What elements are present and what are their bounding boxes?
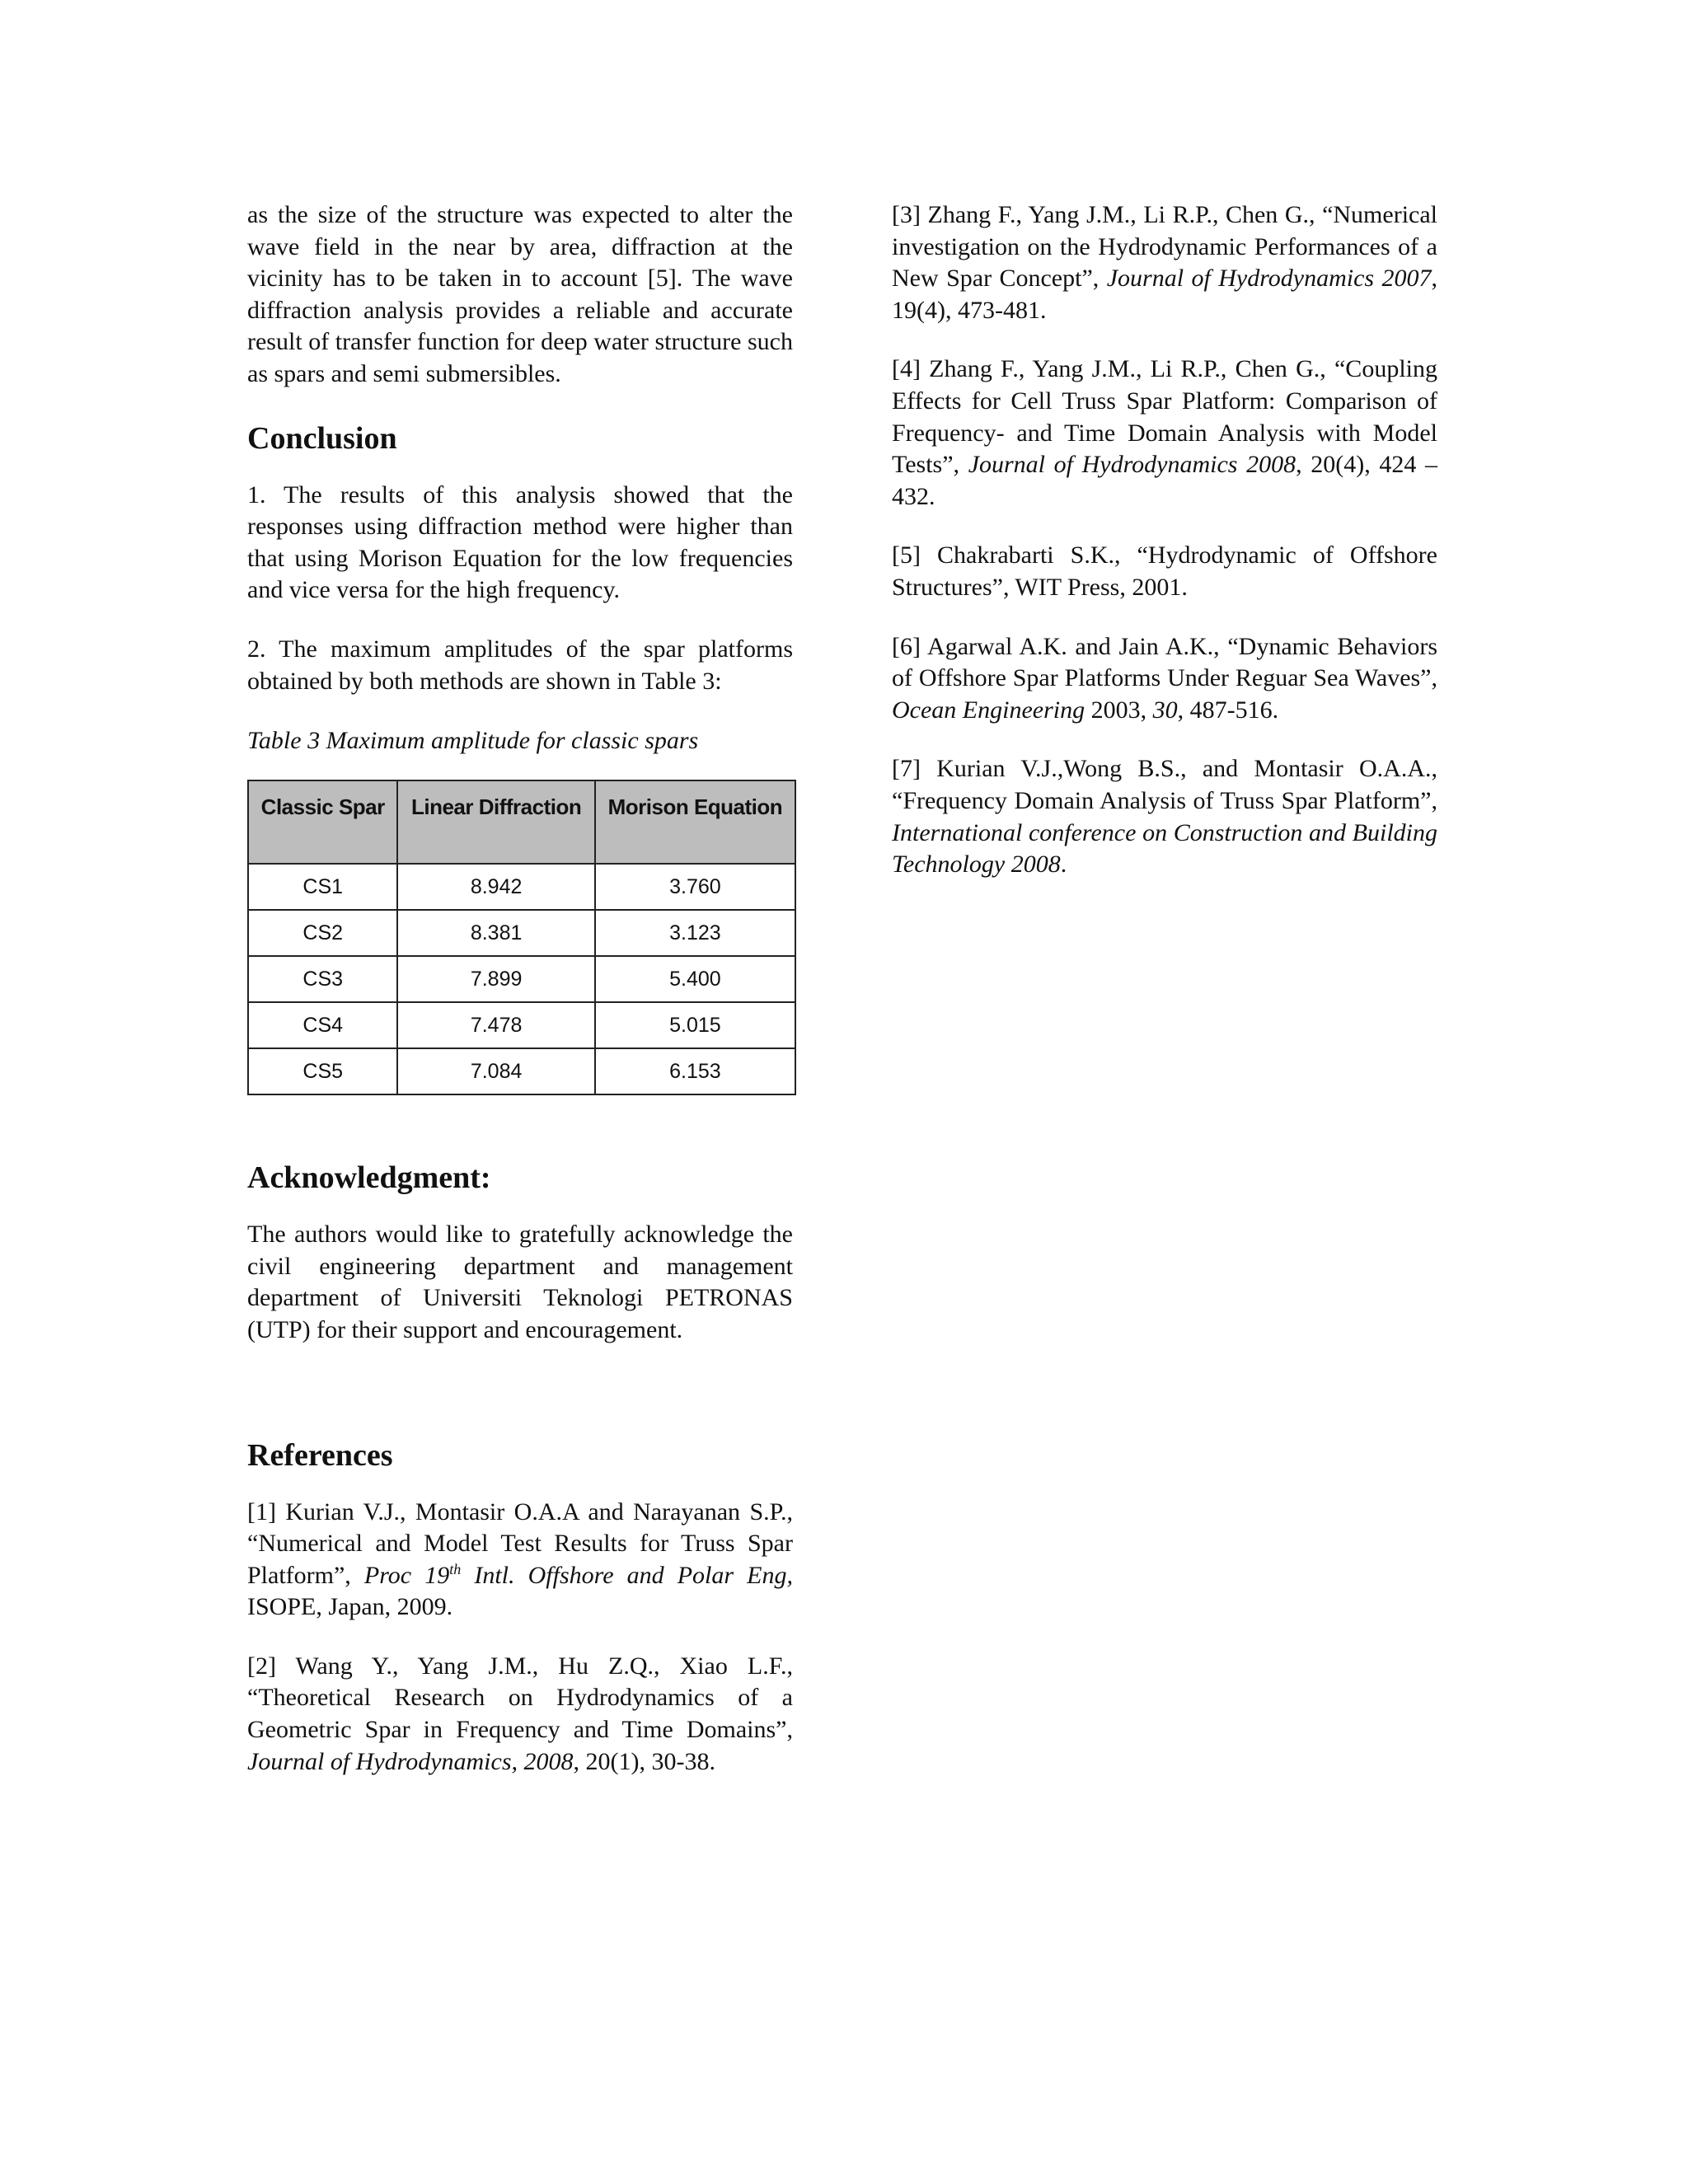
max-amplitude-table [247,780,796,1095]
acknowledgment-heading: Acknowledgment: [247,1160,491,1196]
table-cell: 7.899 [397,956,594,1002]
table-cell: 7.478 [397,1002,594,1048]
table-row [248,864,795,910]
reference-2: [2] Wang Y., Yang J.M., Hu Z.Q., Xiao L.F., “Theoretical Research on Hydrodynamics of a Geometric Spar in Frequency and Time Domains”, Journal of Hydrodynamics, 2008, 20(1), 30-38. [247,1652,793,1775]
reference-5: [5] Chakrabarti S.K., “Hydrodynamic of Offshore Structures”, WIT Press, 2001. [892,541,1437,601]
table-cell: 5.015 [595,1002,795,1048]
table-cell: 5.400 [595,956,795,1002]
conclusion-point-2: 2. The maximum amplitudes of the spar platforms obtained by both methods are shown in Table 3: [247,635,793,695]
table-cell: 3.123 [595,910,795,956]
column-header: Linear Diffraction [397,780,594,864]
table-cell: CS1 [248,864,397,910]
table-cell: 8.942 [397,864,594,910]
reference-4: [4] Zhang F., Yang J.M., Li R.P., Chen G., “Coupling Effects for Cell Truss Spar Platform: Comparison of Frequency- and Time Domain Analysis with Model Tests”, Journal of Hydrodynamics 2008, 20(4), 424 – 432. [892,355,1437,510]
table-caption: Table 3 Maximum amplitude for classic spars [247,727,699,755]
column-header: Morison Equation [595,780,795,864]
table-row [248,956,795,1002]
conclusion-heading: Conclusion [247,420,397,456]
intro-paragraph: as the size of the structure was expected to alter the wave field in the near by area, diffraction at the vicinity has to be taken in to account [5]. The wave diffraction analysis provides a reliable and accurate result of transfer function for deep water structure such as spars and semi submersibles. [247,201,793,387]
table-cell: CS5 [248,1048,397,1094]
table-cell: CS3 [248,956,397,1002]
table-header-row [248,780,795,864]
table-cell: 7.084 [397,1048,594,1094]
conclusion-point-1: 1. The results of this analysis showed that the responses using diffraction method were higher than that using Morison Equation for the low frequencies and vice versa for the high frequency. [247,480,793,604]
table-row [248,910,795,956]
reference-6: [6] Agarwal A.K. and Jain A.K., “Dynamic Behaviors of Offshore Spar Platforms Under Reguar Sea Waves”, Ocean Engineering 2003, 30, 487-516. [892,632,1437,724]
reference-1: [1] Kurian V.J., Montasir O.A.A and Narayanan S.P., “Numerical and Model Test Results for Truss Spar Platform”, Proc 19th Intl. Offshore and Polar Eng, ISOPE, Japan, 2009. [247,1497,793,1621]
references-heading: References [247,1437,393,1473]
reference-7: [7] Kurian V.J.,Wong B.S., and Montasir O.A.A., “Frequency Domain Analysis of Truss Spar Platform”, International conference on Construction and Building Technology 2008. [892,755,1437,879]
left-column [247,199,793,1778]
table-row [248,1002,795,1048]
table-cell: 6.153 [595,1048,795,1094]
reference-3: [3] Zhang F., Yang J.M., Li R.P., Chen G., “Numerical investigation on the Hydrodynamic Performances of a New Spar Concept”, Journal of Hydrodynamics 2007, 19(4), 473-481. [892,201,1437,324]
table-row [248,1048,795,1094]
acknowledgment-text: The authors would like to gratefully acknowledge the civil engineering department and management department of Universiti Teknologi PETRONAS (UTP) for their support and encouragement. [247,1221,793,1343]
column-header: Classic Spar [248,780,397,864]
table-cell: 8.381 [397,910,594,956]
table-cell: 3.760 [595,864,795,910]
table-cell: CS4 [248,1002,397,1048]
table-cell: CS2 [248,910,397,956]
right-column [892,199,1437,881]
